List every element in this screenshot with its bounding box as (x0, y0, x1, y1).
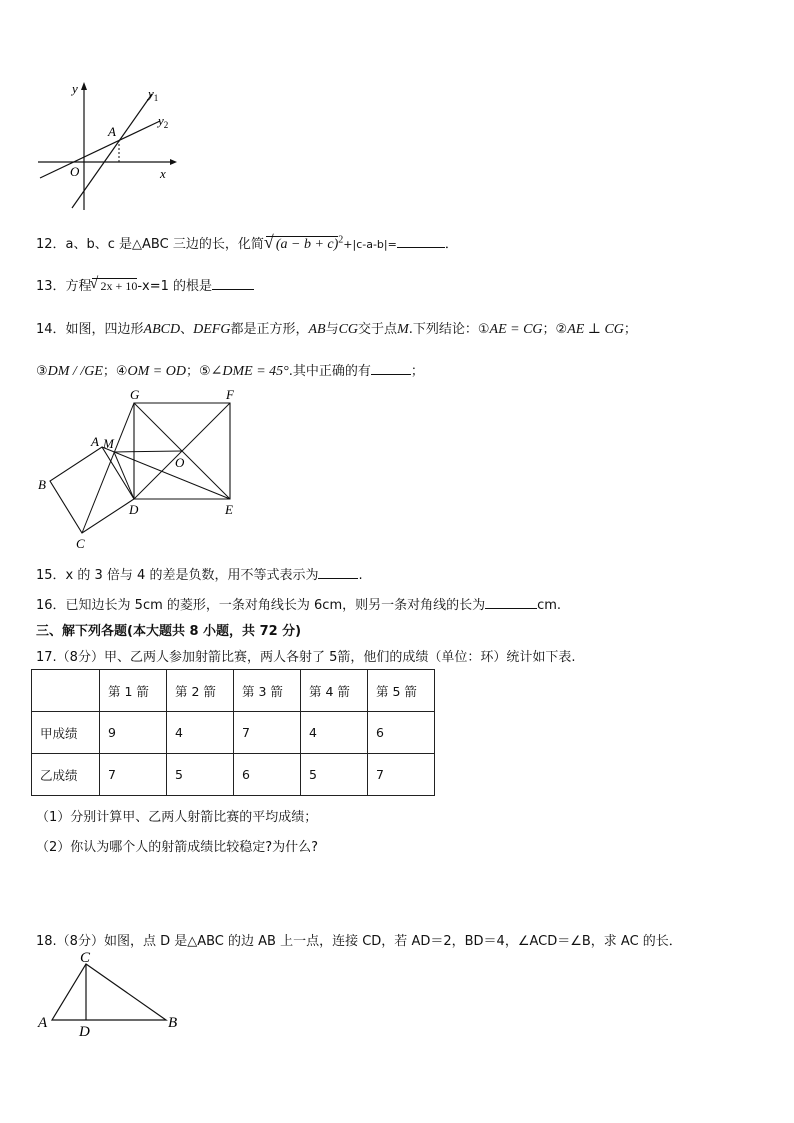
segment-cg (82, 403, 134, 533)
segment-mo (114, 451, 182, 452)
table-cell: 6 (234, 754, 301, 796)
radical-sign: √ (89, 275, 99, 292)
q14-text: .下列结论：① (408, 322, 490, 337)
triangle-abc (52, 964, 166, 1020)
question-17-part1: （1）分别计算甲、乙两人射箭比赛的平均成绩； (36, 810, 318, 825)
table-row (32, 712, 435, 754)
q14-text: ③ (36, 364, 48, 379)
q14-text: 与 (325, 322, 339, 337)
question-14-line1 (36, 318, 637, 338)
triangle-figure (34, 948, 194, 1040)
label-a: A (91, 434, 99, 449)
q15-text: 15．x 的 3 倍与 4 的差是负数，用不等式表示为 (36, 568, 319, 583)
line-y2 (40, 121, 160, 178)
square-abcd (50, 447, 134, 533)
q14-conclusion-4: OM = OD (127, 364, 186, 379)
table-header-cell: 第 4 箭 (301, 670, 368, 712)
label-b: B (38, 477, 46, 492)
question-18: 18.（8分）如图，点 D 是△ABC 的边 AB 上一点，连接 CD，若 AD＝2，BD＝4，∠ACD＝∠B，求 AC 的长． (36, 934, 682, 949)
q15-end: . (358, 568, 363, 583)
table-cell: 7 (234, 712, 301, 754)
question-15 (36, 564, 363, 583)
table-header-cell (32, 670, 100, 712)
table-cell: 7 (100, 754, 167, 796)
label-e: E (225, 502, 233, 517)
table-cell: 4 (167, 712, 234, 754)
table-cell: 乙成绩 (32, 754, 100, 796)
q14-defg: DEFG (193, 322, 231, 337)
q14-text: ；④ (102, 364, 128, 379)
q14-abcd: ABCD (143, 322, 181, 337)
radical-sign: √ (263, 232, 274, 252)
table-cell: 6 (368, 712, 435, 754)
table-cell: 5 (167, 754, 234, 796)
q14-ab: AB (308, 322, 326, 337)
table-cell: 4 (301, 712, 368, 754)
section-title: 三、解下列各题(本大题共 8 小题，共 72 分) (36, 624, 302, 639)
table-header-row (32, 670, 435, 712)
question-17-part2: （2）你认为哪个人的射箭成绩比较稳定?为什么? (36, 840, 319, 855)
q12-radical (263, 232, 339, 253)
table-header-cell: 第 5 箭 (368, 670, 435, 712)
q14-text: 交于点 (358, 322, 398, 337)
label-g: G (130, 387, 140, 402)
score-table (31, 669, 435, 796)
q14-cg: CG (338, 322, 359, 337)
label-b: B (168, 1015, 178, 1031)
q14-text: .其中正确的有 (288, 364, 371, 379)
q14-conclusion-2: AE ⊥ CG (567, 322, 624, 337)
q14-answer-blank[interactable] (371, 362, 411, 375)
y2-label: $y_2$ (158, 113, 169, 130)
y-axis-arrow (81, 82, 87, 90)
question-13 (36, 275, 254, 294)
y1-label: $y_1$ (148, 86, 159, 103)
table-cell: 9 (100, 712, 167, 754)
table-row (32, 754, 435, 796)
q13-answer-blank[interactable] (212, 277, 254, 290)
label-c: C (80, 950, 91, 966)
q13-text: 13．方程 (36, 279, 92, 294)
q13-radicand: 2x + 10 (100, 279, 138, 293)
point-a-label: A (108, 124, 116, 139)
q12-radicand: (a − b + c) (275, 237, 339, 252)
squares-figure (30, 385, 250, 553)
q16-end: cm. (537, 598, 562, 613)
origin-label: O (70, 164, 80, 179)
table-header-cell: 第 2 箭 (167, 670, 234, 712)
q15-answer-blank[interactable] (318, 566, 358, 579)
label-d: D (79, 1024, 90, 1040)
table-cell: 甲成绩 (32, 712, 100, 754)
q14-sep: 、 (180, 322, 194, 337)
q13-radical (89, 275, 138, 294)
q14-conclusion-5: ∠DME = 45° (210, 364, 289, 379)
q14-conclusion-1: AE = CG (489, 322, 543, 337)
question-14-line2 (36, 360, 424, 380)
table-cell: 7 (368, 754, 435, 796)
x-axis-arrow (170, 159, 177, 165)
question-17-intro: 17.（8分）甲、乙两人参加射箭比赛，两人各射了 5箭，他们的成绩（单位：环）统计如下表. (36, 650, 576, 665)
q14-conclusion-3: DM / /GE (47, 364, 103, 379)
label-c: C (76, 536, 85, 551)
q12-text: 12．a、b、c 是△ABC 三边的长，化简 (36, 237, 264, 252)
y-axis-label: y (72, 81, 78, 96)
table-header-cell: 第 3 箭 (234, 670, 301, 712)
label-m: M (103, 436, 114, 451)
coordinate-figure (30, 78, 180, 213)
q12-answer-blank[interactable] (397, 235, 445, 248)
q14-text: ；⑤ (185, 364, 211, 379)
table-header-cell: 第 1 箭 (100, 670, 167, 712)
label-d: D (129, 502, 139, 517)
label-a: A (38, 1015, 48, 1031)
q14-text: 都是正方形， (230, 322, 309, 337)
q14-m: M (397, 322, 409, 337)
question-16 (36, 594, 561, 613)
q14-text: 14．如图，四边形 (36, 322, 144, 337)
question-12 (36, 233, 458, 253)
q14-text: ；② (542, 322, 568, 337)
q12-abs: +|c-a-b|= (343, 238, 397, 251)
q13-rest: -x=1 的根是 (137, 279, 213, 294)
label-o: O (175, 455, 185, 470)
q16-text: 16．已知边长为 5cm 的菱形，一条对角线长为 6cm，则另一条对角线的长为 (36, 598, 486, 613)
q14-text: ； (623, 322, 637, 337)
segment-ae (102, 447, 230, 499)
q12-end: ． (444, 237, 458, 252)
label-f: F (226, 387, 234, 402)
q14-text: ； (410, 364, 424, 379)
q16-answer-blank[interactable] (485, 596, 537, 609)
q12-exponent: 2 (338, 234, 344, 246)
table-cell: 5 (301, 754, 368, 796)
x-axis-label: x (160, 166, 166, 181)
